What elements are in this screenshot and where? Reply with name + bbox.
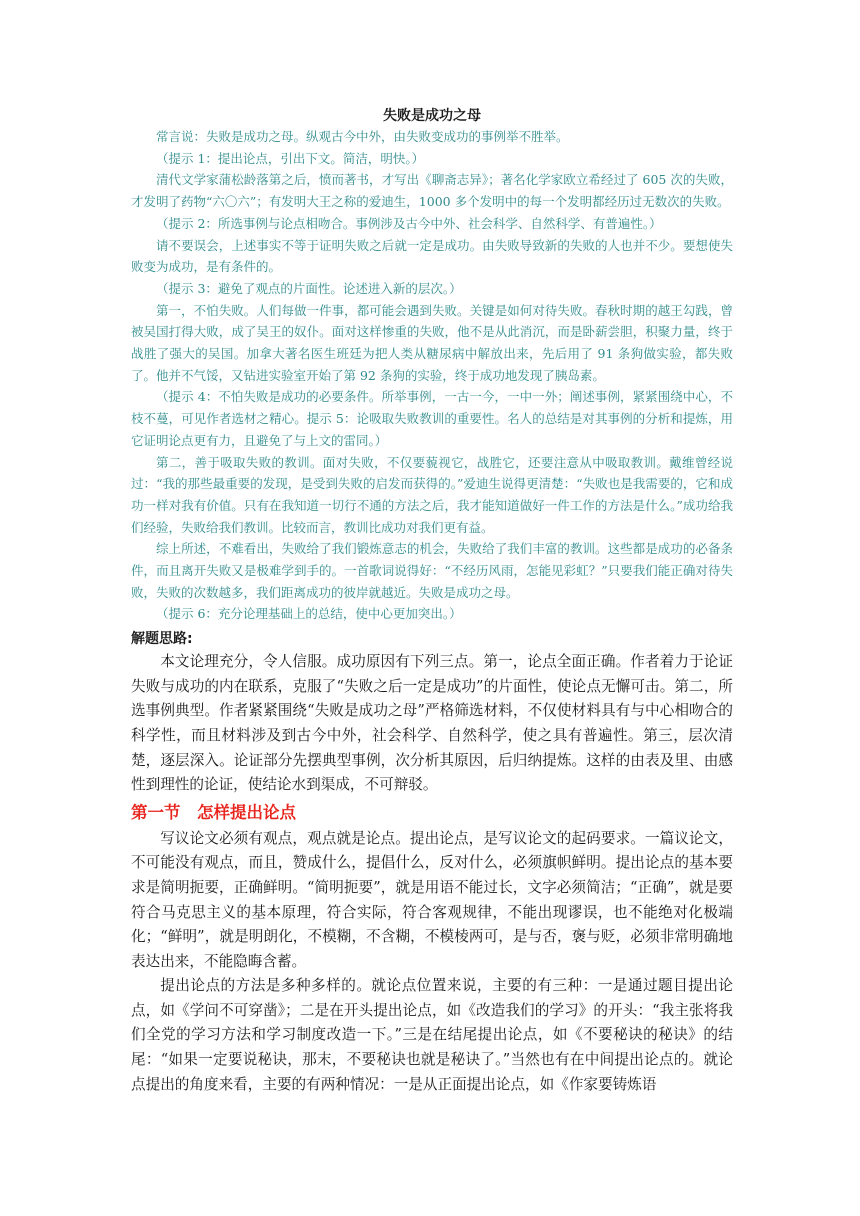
- essay-body: [131, 126, 733, 625]
- essay-hint: （提示 6：充分论理基础上的总结，使中心更加突出。）: [156, 606, 462, 622]
- analysis-heading: 解题思路:: [131, 631, 193, 648]
- essay-paragraph: 清代文学家蒲松龄落第之后，愤而著书，才写出《聊斋志异》；著名化学家欧立希经过了 605 次的失败，才发明了药物“六〇六”；有发明大王之称的爱迪生，1000 多个发明中的每一个发明都经历过无数次的失败。: [131, 172, 733, 210]
- essay-hint: （提示 1：提出论点，引出下文。简洁，明快。）: [156, 150, 425, 166]
- essay-paragraph: 常言说：失败是成功之母。纵观古今中外，由失败变成功的事例举不胜举。: [156, 129, 569, 144]
- section-paragraph: 提出论点的方法是多种多样的。就论点位置来说，主要的有三种：一是通过题目提出论点，如《学问不可穿凿》；二是在开头提出论点，如《改造我们的学习》的开头：“我主张将我们全党的学习方法和学习制度改造一下。”三是在结尾提出论点，如《不要秘诀的秘诀》的结尾：“如果一定要说秘诀，那末，不要秘诀也就是秘诀了。”当然也有在中间提出论点的。就论点提出的角度来看，主要的有两种情况：一是从正面提出论点，如《作家要铸炼语: [131, 977, 733, 1093]
- essay-hint: （提示 2：所选事例与论点相吻合。事例涉及古今中外、社会科学、自然科学、有普遍性。）: [156, 215, 662, 231]
- section-body: [131, 827, 733, 1098]
- section-paragraph: 写议论文必须有观点，观点就是论点。提出论点，是写议论文的起码要求。一篇议论文，不可能没有观点，而且，赞成什么，提倡什么，反对什么，必须旗帜鲜明。提出论点的基本要求是简明扼要，正确鲜明。“简明扼要”，就是用语不能过长，文字必须简洁；“正确”，就是要符合马克思主义的基本原理，符合实际，符合客观规律，不能出现谬误，也不能绝对化极端化；“鲜明”，就是明朗化，不模糊，不含糊，不模棱两可，是与否，褒与贬，必须非常明确地表达出来，不能隐晦含蓄。: [131, 829, 733, 970]
- essay-paragraph: 请不要误会，上述事实不等于证明失败之后就一定是成功。由失败导致新的失败的人也并不少。要想使失败变为成功，是有条件的。: [131, 237, 733, 275]
- analysis-body: [131, 650, 733, 798]
- article: [131, 106, 733, 1097]
- essay-paragraph: 第二，善于吸取失败的教训。面对失败，不仅要藐视它，战胜它，还要注意从中吸取教训。戴维曾经说过：“我的那些最重要的发现，是受到失败的启发而获得的。”爱迪生说得更清楚：“失败也是我需要的，它和成功一样对我有价值。只有在我知道一切行不通的方法之后，我才能知道做好一件工作的方法是什么。”成功给我们经验，失败给我们教训。比较而言，教训比成功对我们更有益。: [131, 454, 733, 535]
- essay-hint: （提示 3：避免了观点的片面性。论述进入新的层次。）: [156, 280, 462, 296]
- essay-paragraph: 第一，不怕失败。人们每做一件事，都可能会遇到失败。关键是如何对待失败。春秋时期的越王勾践，曾被吴国打得大败，成了吴王的奴仆。面对这样惨重的失败，他不是从此消沉，而是卧薪尝胆，积聚力量，终于战胜了强大的吴国。加拿大著名医生班廷为把人类从糖尿病中解放出来，先后用了 91 条狗做实验，都失败了。他并不气馁，又钻进实验室开始了第 92 条狗的实验，终于成功地发现了胰岛素。: [131, 302, 733, 383]
- essay-paragraph: 综上所述，不难看出，失败给了我们锻炼意志的机会，失败给了我们丰富的教训。这些都是成功的必备条件，而且离开失败又是极难学到手的。一首歌词说得好：“不经历风雨，怎能见彩虹？”只要我们能正确对待失败，失败的次数越多，我们距离成功的彼岸就越近。失败是成功之母。: [131, 541, 733, 600]
- essay-title: 失败是成功之母: [383, 108, 481, 124]
- section-title: 第一节 怎样提出论点: [131, 802, 296, 822]
- essay-hint: （提示 4：不怕失败是成功的必要条件。所举事例，一古一今，一中一外；阐述事例，紧紧围绕中心，不枝不蔓，可见作者选材之精心。提示 5：论吸取失败教训的重要性。名人的总结是对其事例的分析和提炼，用它证明论点更有力，且避免了与上文的雷同。）: [131, 389, 733, 448]
- analysis-paragraph: 本文论理充分，令人信服。成功原因有下列三点。第一，论点全面正确。作者着力于论证失败与成功的内在联系，克服了“失败之后一定是成功”的片面性，使论点无懈可击。第二，所选事例典型。作者紧紧围绕“失败是成功之母”严格筛选材料，不仅使材料具有与中心相吻合的科学性，而且材料涉及到古今中外，社会科学、自然科学，使之具有普遍性。第三，层次清楚，逐层深入。论证部分先摆典型事例，次分析其原因，后归纳提炼。这样的由表及里、由感性到理性的论证，使结论水到渠成，不可辩驳。: [131, 653, 733, 794]
